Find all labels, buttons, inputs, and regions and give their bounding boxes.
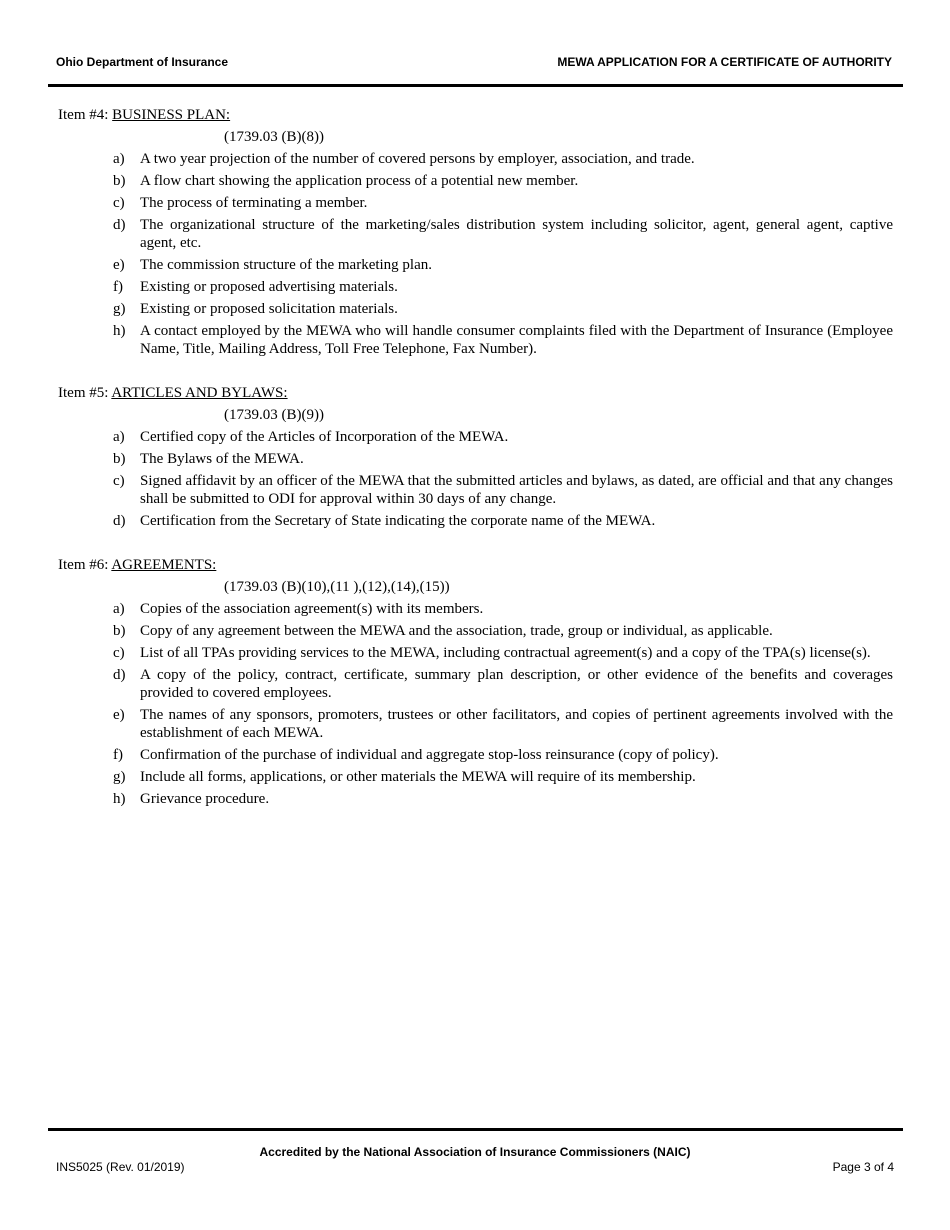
list-item	[58, 790, 893, 808]
list-text: Copy of any agreement between the MEWA and the association, trade, group or individual, as applicable.	[140, 623, 773, 639]
list-item	[58, 300, 893, 318]
list-letter: c)	[113, 195, 125, 211]
list-item	[58, 172, 893, 190]
list-text: Existing or proposed solicitation materials.	[140, 301, 398, 317]
list-text: Grievance procedure.	[140, 791, 270, 807]
item-5-section	[58, 384, 893, 530]
list-letter: f)	[113, 279, 123, 295]
list-text: A flow chart showing the application process of a potential new member.	[140, 173, 579, 189]
list-letter: d)	[113, 217, 126, 233]
document-body	[58, 106, 893, 834]
list-text: List of all TPAs providing services to the MEWA, including contractual agreement(s) and a copy of the TPA(s) license(s).	[140, 645, 871, 661]
list-letter: a)	[113, 601, 125, 617]
list-item	[58, 194, 893, 212]
list-letter: b)	[113, 623, 126, 639]
statute-citation: (1739.03 (B)(9))	[224, 407, 324, 423]
list-letter: b)	[113, 173, 126, 189]
list-letter: e)	[113, 257, 125, 273]
header-form-title: MEWA APPLICATION FOR A CERTIFICATE OF AUTHORITY	[557, 55, 892, 69]
list-text: Include all forms, applications, or other materials the MEWA will require of its membership.	[140, 769, 696, 785]
requirement-list	[58, 428, 893, 530]
list-text: The names of any sponsors, promoters, trustees or other facilitators, and copies of pertinent agreements involved with the establishment of each MEWA.	[140, 707, 893, 741]
item-title: ARTICLES AND BYLAWS:	[111, 385, 288, 401]
list-letter: c)	[113, 645, 125, 661]
list-item	[58, 216, 893, 252]
list-letter: g)	[113, 301, 126, 317]
list-item	[58, 256, 893, 274]
list-text: Copies of the association agreement(s) with its members.	[140, 601, 484, 617]
list-text: A two year projection of the number of covered persons by employer, association, and trade.	[140, 151, 695, 167]
list-item	[58, 600, 893, 618]
list-letter: a)	[113, 429, 125, 445]
list-item	[58, 278, 893, 296]
list-letter: d)	[113, 513, 126, 529]
list-item	[58, 746, 893, 764]
list-letter: c)	[113, 473, 125, 489]
list-text: Signed affidavit by an officer of the MEWA that the submitted articles and bylaws, as dated, are official and that any changes shall be submitted to ODI for approval within 30 days of any change.	[140, 473, 893, 507]
item-heading	[58, 106, 893, 124]
list-text: A copy of the policy, contract, certificate, summary plan description, or other evidence of the benefits and coverages provided to covered employees.	[140, 667, 893, 701]
statute-citation: (1739.03 (B)(10),(11 ),(12),(14),(15))	[224, 579, 450, 595]
list-item	[58, 150, 893, 168]
item-label: Item #6:	[58, 557, 112, 573]
list-item	[58, 472, 893, 508]
list-item	[58, 428, 893, 446]
list-item	[58, 666, 893, 702]
item-4-section	[58, 106, 893, 358]
list-letter: b)	[113, 451, 126, 467]
list-text: Certification from the Secretary of State indicating the corporate name of the MEWA.	[140, 513, 656, 529]
list-item	[58, 768, 893, 786]
header-divider	[48, 84, 903, 87]
list-text: The organizational structure of the marketing/sales distribution system including solicitor, agent, general agent, captive agent, etc.	[140, 217, 893, 251]
list-item	[58, 706, 893, 742]
list-item	[58, 512, 893, 530]
page-number: Page 3 of 4	[832, 1160, 894, 1174]
item-label: Item #4:	[58, 107, 113, 123]
item-title: BUSINESS PLAN:	[112, 107, 231, 123]
list-text: A contact employed by the MEWA who will handle consumer complaints filed with the Department of Insurance (Employee Name, Title, Mailing Address, Toll Free Telephone, Fax Number).	[140, 323, 893, 357]
list-letter: d)	[113, 667, 126, 683]
list-item	[58, 622, 893, 640]
list-text: The Bylaws of the MEWA.	[140, 451, 304, 467]
item-heading	[58, 556, 893, 574]
list-text: Existing or proposed advertising materials.	[140, 279, 398, 295]
footer-form-number: INS5025 (Rev. 01/2019)	[56, 1160, 185, 1174]
list-letter: a)	[113, 151, 125, 167]
requirement-list	[58, 600, 893, 808]
requirement-list	[58, 150, 893, 358]
list-letter: h)	[113, 791, 126, 807]
list-item	[58, 450, 893, 468]
item-label: Item #5:	[58, 385, 112, 401]
item-6-section	[58, 556, 893, 808]
list-letter: h)	[113, 323, 126, 339]
list-text: Certified copy of the Articles of Incorporation of the MEWA.	[140, 429, 509, 445]
footer-divider	[48, 1128, 903, 1131]
statute-citation: (1739.03 (B)(8))	[224, 129, 324, 145]
item-title: AGREEMENTS:	[111, 557, 217, 573]
list-letter: g)	[113, 769, 126, 785]
list-text: The process of terminating a member.	[140, 195, 368, 211]
list-text: The commission structure of the marketing plan.	[140, 257, 433, 273]
list-text: Confirmation of the purchase of individual and aggregate stop-loss reinsurance (copy of policy).	[140, 747, 719, 763]
list-letter: f)	[113, 747, 123, 763]
list-item	[58, 322, 893, 358]
list-letter: e)	[113, 707, 125, 723]
header-agency: Ohio Department of Insurance	[56, 55, 229, 69]
list-item	[58, 644, 893, 662]
item-heading	[58, 384, 893, 402]
footer-accreditation: Accredited by the National Association of Insurance Commissioners (NAIC)	[259, 1145, 691, 1159]
